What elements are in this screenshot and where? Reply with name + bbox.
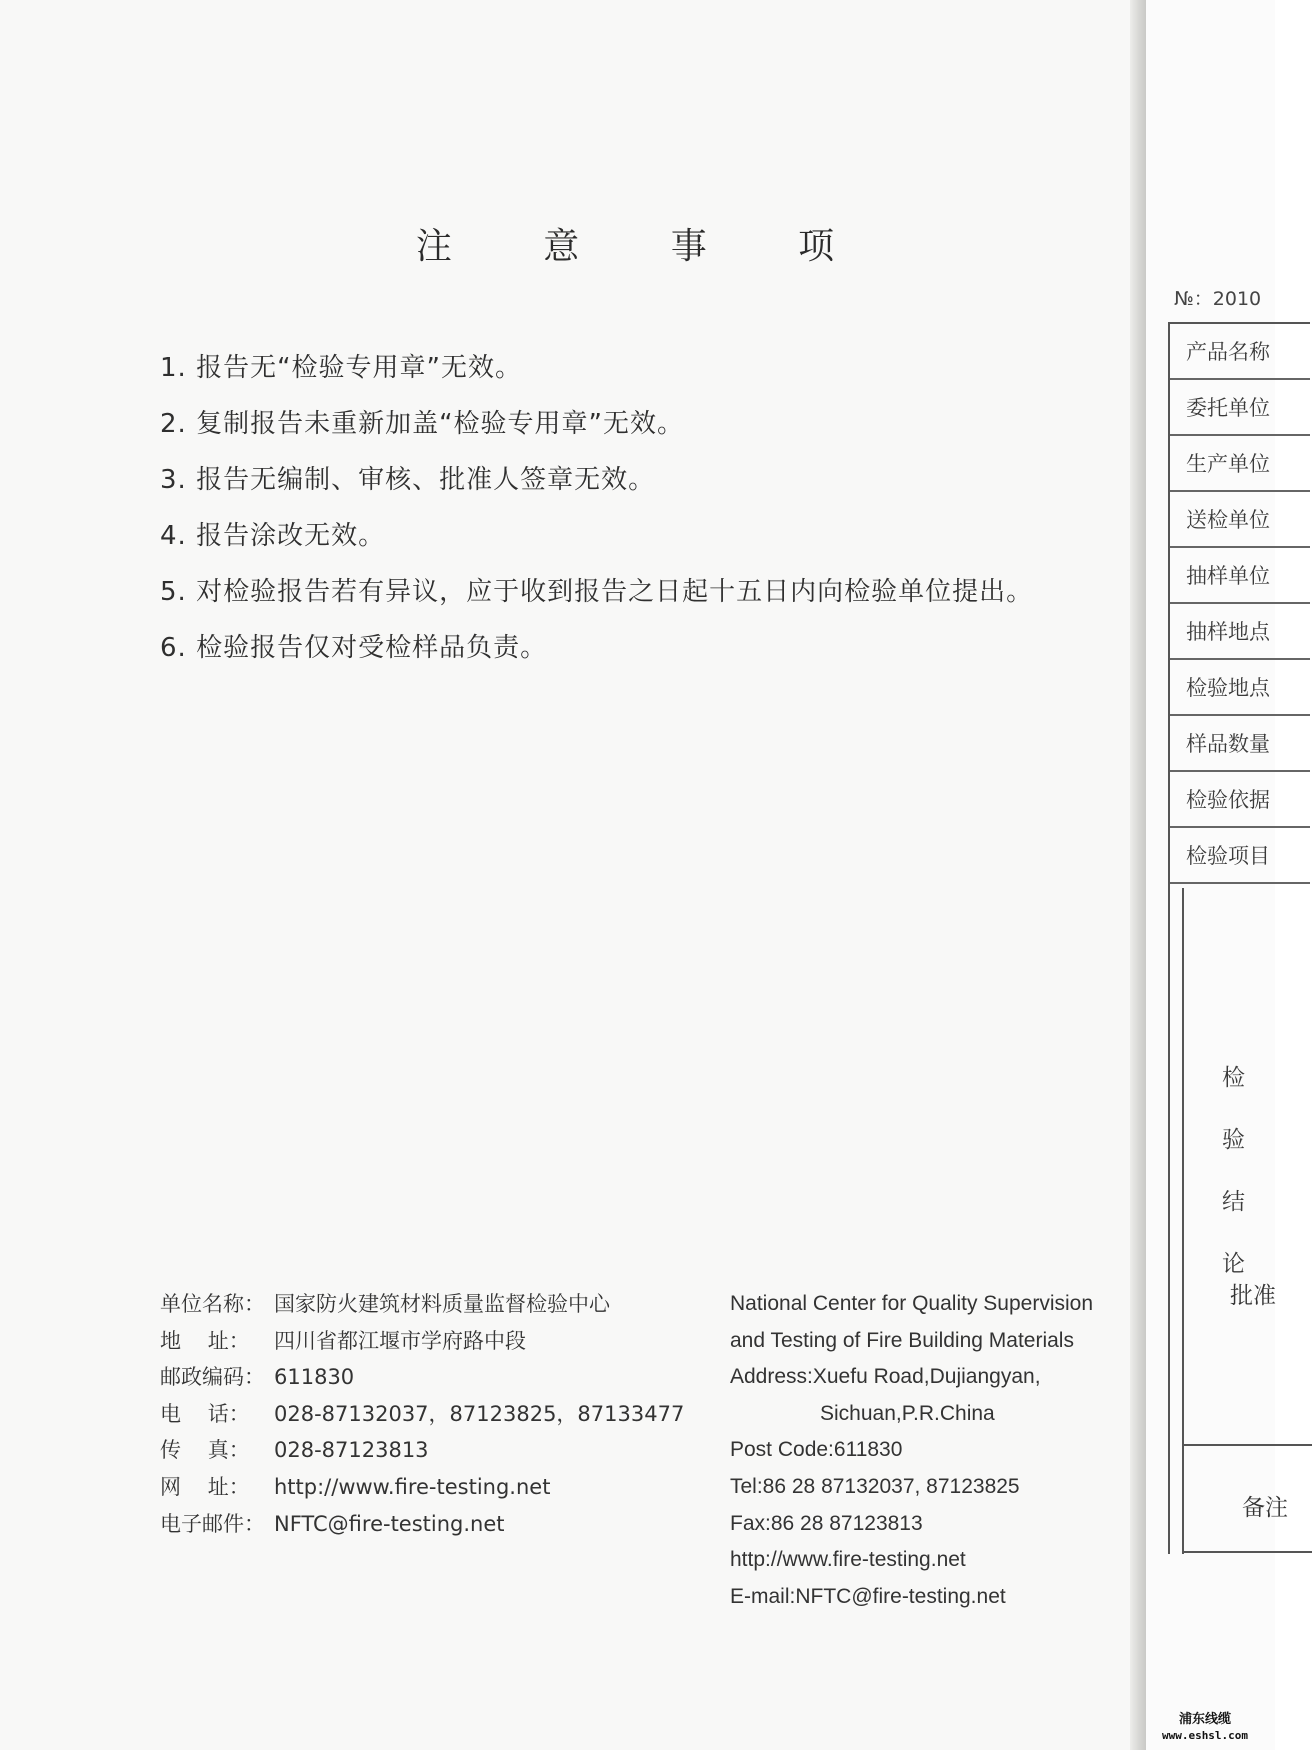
contact-label: 传 真： [160,1438,250,1463]
contact-label: 电子邮件： [160,1511,265,1536]
contact-row [160,1397,684,1434]
table-border [1182,1444,1312,1446]
contact-line: http://www.fire-testing.net [730,1548,966,1572]
form-row-label: 检验依据 [1170,772,1310,828]
contact-row [160,1507,684,1544]
contact-label: 网 址： [160,1474,250,1499]
remarks-label: 备注 [1242,1495,1288,1521]
contact-line: Address:Xuefu Road,Dujiangyan, [730,1365,1041,1389]
form-row-label: 样品数量 [1170,716,1310,772]
watermark-name: 浦东线缆 [1178,1712,1231,1727]
form-row-label: 委托单位 [1170,380,1310,436]
contact-line: National Center for Quality Supervision [730,1292,1094,1315]
approve-label: 批准 [1230,1283,1276,1309]
conclusion-char: 结 [1222,1189,1245,1215]
page-fold-shadow [1130,0,1146,1750]
page-title: 注 意 事 项 [415,226,875,267]
conclusion-char: 论 [1222,1251,1245,1277]
contact-value: http://www.fire-testing.net [274,1474,551,1499]
notice-item: 3. 报告无编制、审核、批准人签章无效。 [160,465,656,495]
contact-info-chinese [160,1287,684,1543]
watermark-url: www.eshsl.com [1161,1729,1249,1742]
form-row-label: 产品名称 [1170,324,1310,380]
contact-row [160,1287,684,1324]
conclusion-label [1222,1059,1262,1307]
contact-label: 单位名称： [160,1292,265,1316]
contact-label: 邮政编码： [160,1365,265,1390]
contact-line: Fax:86 28 87123813 [730,1511,923,1535]
form-row-label: 抽样地点 [1170,604,1310,660]
contact-value: 028-87123813 [274,1438,429,1463]
notice-item: 6. 检验报告仅对受检样品负责。 [160,633,548,663]
contact-row [160,1470,684,1507]
notice-item: 2. 复制报告未重新加盖“检验专用章”无效。 [160,409,685,439]
contact-info-english [730,1287,1093,1616]
form-row-label: 送检单位 [1170,492,1310,548]
notice-list [160,347,1033,683]
contact-line: Post Code:611830 [730,1438,903,1462]
contact-label: 地 址： [160,1328,250,1353]
notice-item: 4. 报告涂改无效。 [160,521,386,551]
notice-item: 1. 报告无“检验专用章”无效。 [160,353,523,383]
site-watermark [1143,1712,1267,1744]
conclusion-char: 检 [1222,1065,1245,1091]
table-border [1182,1551,1312,1553]
contact-label: 电 话： [160,1401,250,1426]
contact-row [160,1324,684,1361]
next-page-fragment [1146,0,1288,1750]
contact-value: 611830 [274,1365,355,1390]
report-form-table [1168,322,1310,1554]
form-row-label: 检验项目 [1170,828,1310,884]
contact-row [160,1360,684,1397]
contact-row [160,1433,684,1470]
contact-line: Tel:86 28 87132037, 87123825 [730,1474,1020,1498]
contact-value: 四川省都江堰市学府路中段 [274,1328,526,1353]
form-row-label: 生产单位 [1170,436,1310,492]
contact-value: NFTC@fire-testing.net [274,1511,505,1536]
contact-value: 028-87132037，87123825，87133477 [274,1401,685,1426]
form-row-label: 抽样单位 [1170,548,1310,604]
contact-line: and Testing of Fire Building Materials [730,1328,1074,1352]
notice-item: 5. 对检验报告若有异议，应于收到报告之日起十五日内向检验单位提出。 [160,577,1034,607]
contact-value: 国家防火建筑材料质量监督检验中心 [274,1292,610,1316]
contact-line: Sichuan,P.R.China [820,1401,995,1425]
table-border [1182,888,1184,1554]
contact-line: E-mail:NFTC@fire-testing.net [730,1584,1006,1608]
report-number: №：2010 [1174,288,1262,310]
form-row-label: 检验地点 [1170,660,1310,716]
conclusion-char: 验 [1222,1127,1245,1153]
